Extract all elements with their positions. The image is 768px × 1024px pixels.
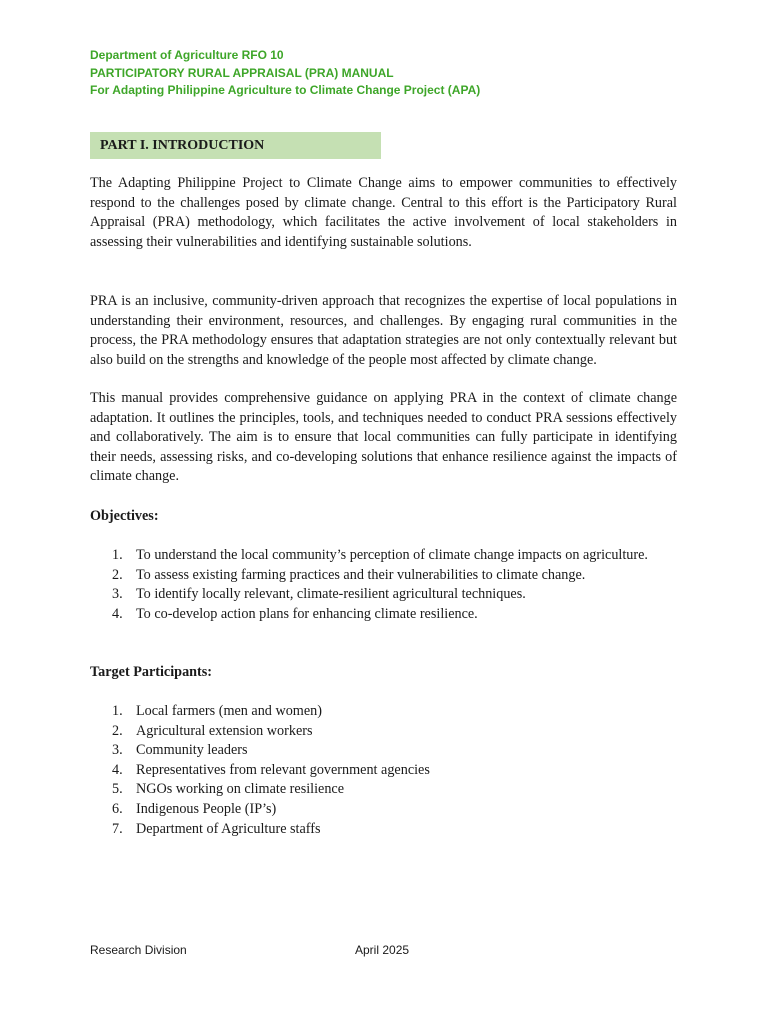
list-number: 6. <box>112 800 123 817</box>
list-number: 2. <box>112 722 123 739</box>
list-number: 7. <box>112 820 123 837</box>
list-item-text: NGOs working on climate resilience <box>136 781 345 798</box>
list-item-text: To co-develop action plans for enhancing climate resilience. <box>136 605 478 622</box>
header-project-name: For Adapting Philippine Agriculture to Climate Change Project (APA) <box>90 83 481 97</box>
list-item <box>90 820 677 840</box>
list-item-text: To understand the local community’s perception of climate change impacts on agriculture. <box>136 547 648 563</box>
footer-division: Research Division <box>90 943 187 957</box>
list-number: 4. <box>112 605 123 622</box>
list-item <box>90 546 677 566</box>
list-number: 4. <box>112 761 123 778</box>
list-number: 3. <box>112 586 123 603</box>
list-item <box>90 605 677 625</box>
list-item-text: Community leaders <box>136 742 248 759</box>
list-number: 5. <box>112 781 123 798</box>
participants-list <box>90 702 677 839</box>
list-item-text: Department of Agriculture staffs <box>136 820 321 837</box>
objectives-heading: Objectives: <box>90 508 159 524</box>
list-item <box>90 761 677 781</box>
intro-paragraph-3: This manual provides comprehensive guidance on applying PRA in the context of climate change adaptation. It outlines the principles, tools, and techniques needed to conduct PRA sessions effectively and collaboratively. The aim is to ensure that local communities can fully participate in identifying their needs, assessing risks, and co-developing solutions that enhance resilience against the impacts of climate change. <box>90 390 677 485</box>
list-item-text: To identify locally relevant, climate-resilient agricultural techniques. <box>136 586 526 603</box>
intro-paragraph-1: The Adapting Philippine Project to Climate Change aims to empower communities to effectively respond to the challenges posed by climate change. Central to this effort is the Participatory Rural Appraisal (PRA) methodology, which facilitates the active involvement of local stakeholders in assessing their vulnerabilities and identifying sustainable solutions. <box>90 175 677 250</box>
participants-heading: Target Participants: <box>90 664 213 680</box>
list-item-text: Indigenous People (IP’s) <box>136 800 277 817</box>
list-item-text: Agricultural extension workers <box>136 722 313 739</box>
intro-paragraph-2: PRA is an inclusive, community-driven approach that recognizes the expertise of local populations in understanding their environment, resources, and challenges. By engaging rural communities in the process, the PRA methodology ensures that adaptation strategies are not only contextually relevant but also build on the strengths and knowledge of the people most affected by climate change. <box>90 293 677 368</box>
list-item-text: Representatives from relevant government agencies <box>136 761 430 778</box>
list-number: 2. <box>112 566 123 583</box>
list-item <box>90 780 677 800</box>
header-department: Department of Agriculture RFO 10 <box>90 48 284 62</box>
document-header <box>90 47 480 100</box>
list-item-text: Local farmers (men and women) <box>136 703 322 719</box>
section-heading: PART I. INTRODUCTION <box>90 132 381 159</box>
list-item <box>90 722 677 742</box>
list-item <box>90 566 677 586</box>
list-item <box>90 702 677 722</box>
list-item <box>90 800 677 820</box>
footer-date: April 2025 <box>355 943 410 957</box>
list-item <box>90 741 677 761</box>
objectives-list <box>90 546 677 624</box>
list-item <box>90 585 677 605</box>
list-number: 1. <box>112 703 123 719</box>
list-number: 1. <box>112 547 123 563</box>
list-item-text: To assess existing farming practices and their vulnerabilities to climate change. <box>136 566 586 583</box>
header-manual-title: PARTICIPATORY RURAL APPRAISAL (PRA) MANUAL <box>90 65 394 80</box>
list-number: 3. <box>112 742 123 759</box>
